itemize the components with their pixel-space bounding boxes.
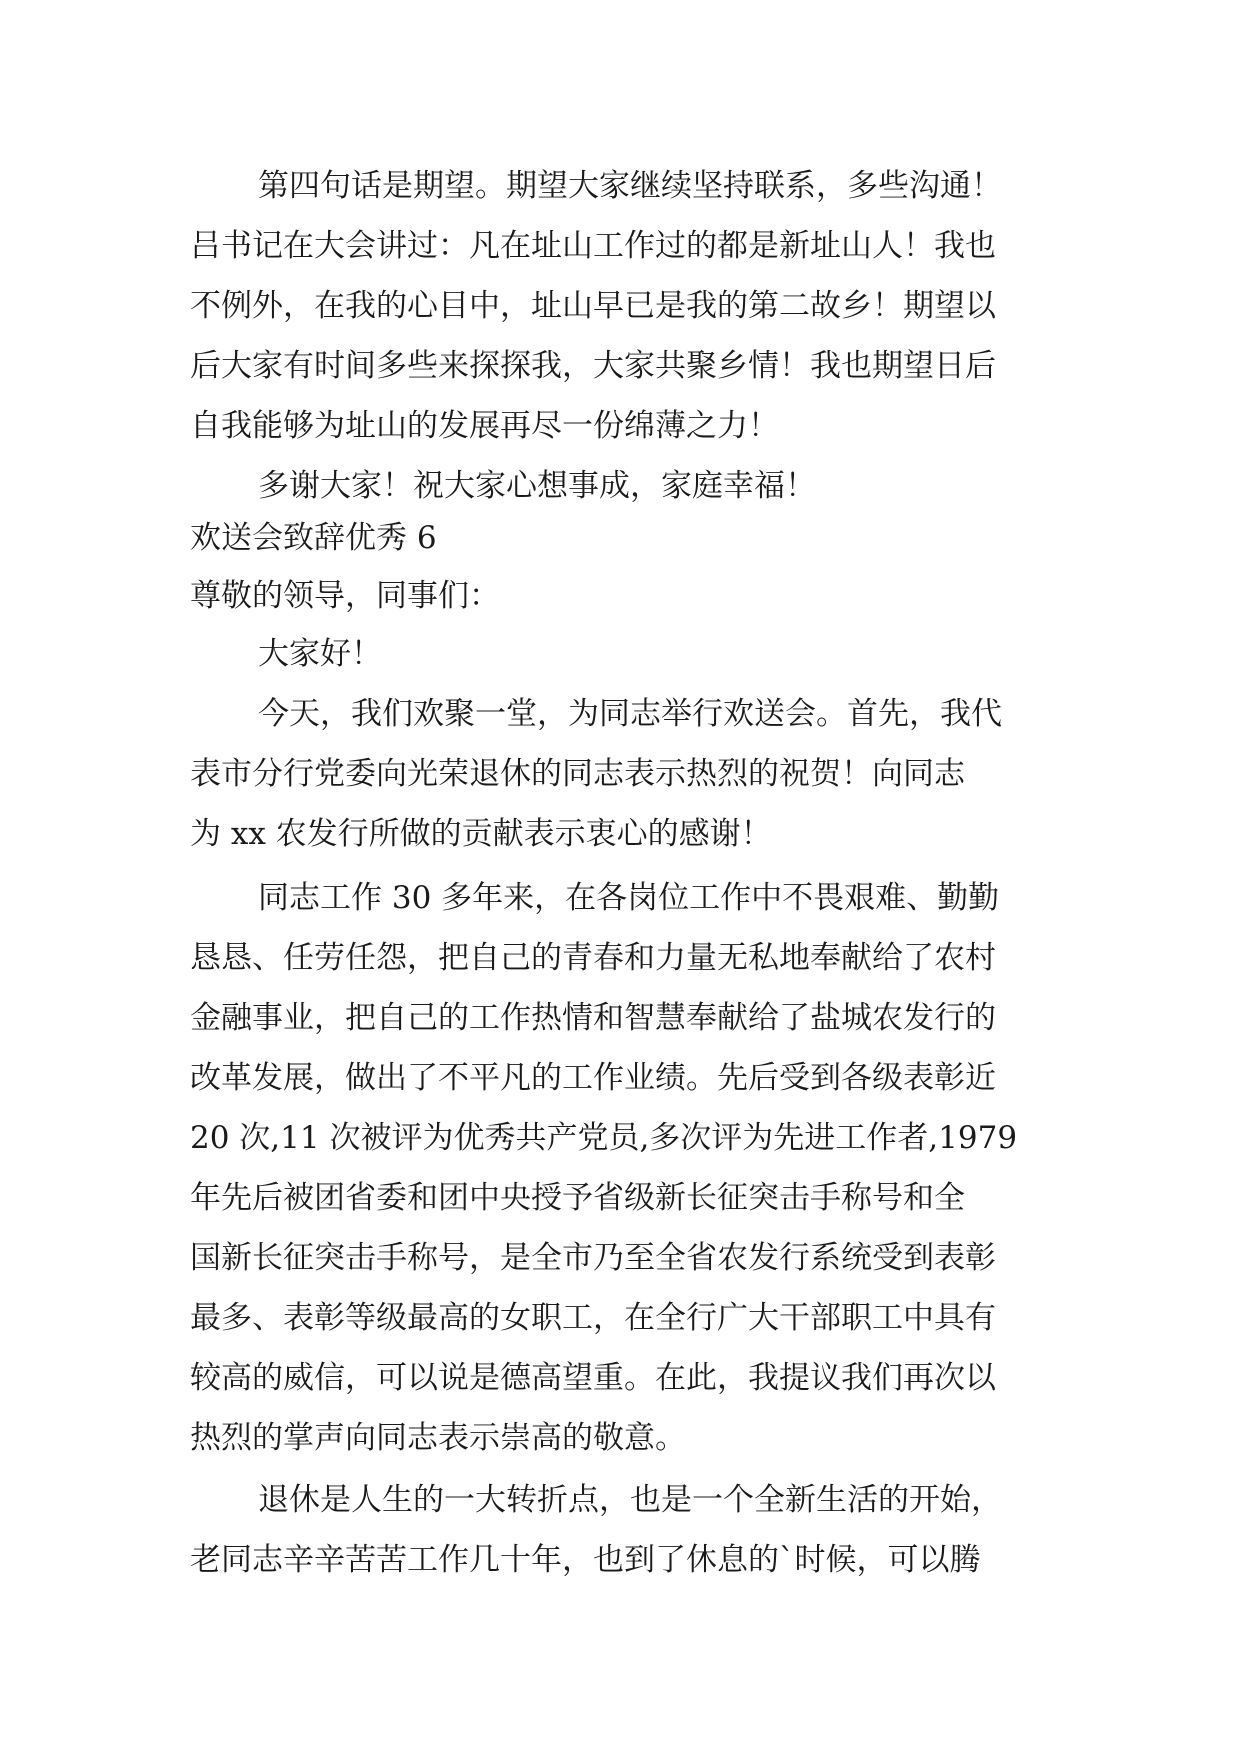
text-line: 今天，我们欢聚一堂，为同志举行欢送会。首先，我代	[258, 696, 1002, 732]
text-line: 金融事业，把自己的工作热情和智慧奉献给了盐城农发行的	[190, 1000, 996, 1036]
text-line: 吕书记在大会讲过：凡在址山工作过的都是新址山人！我也	[190, 228, 996, 264]
section-heading: 欢送会致辞优秀 6	[190, 520, 437, 556]
text-line: 20 次,11 次被评为优秀共产党员,多次评为先进工作者,1979	[190, 1120, 1018, 1156]
text-line: 恳恳、任劳任怨，把自己的青春和力量无私地奉献给了农村	[190, 940, 996, 976]
text-line: 热烈的掌声向同志表示崇高的敬意。	[190, 1420, 686, 1456]
text-line: 自我能够为址山的发展再尽一份绵薄之力！	[190, 408, 779, 444]
text-line: 退休是人生的一大转折点，也是一个全新生活的开始，	[258, 1482, 1002, 1518]
text-line: 多谢大家！祝大家心想事成，家庭幸福！	[258, 468, 816, 504]
text-line: 第四句话是期望。期望大家继续坚持联系，多些沟通！	[258, 168, 1002, 204]
text-line: 同志工作 30 多年来，在各岗位工作中不畏艰难、勤勤	[258, 880, 1000, 916]
text-line: 改革发展，做出了不平凡的工作业绩。先后受到各级表彰近	[190, 1060, 996, 1096]
text-line: 为 xx 农发行所做的贡献表示衷心的感谢！	[190, 816, 772, 852]
text-line: 老同志辛辛苦苦工作几十年，也到了休息的`时候，可以腾	[190, 1542, 981, 1578]
text-line: 后大家有时间多些来探探我，大家共聚乡情！我也期望日后	[190, 348, 996, 384]
text-line: 较高的威信，可以说是德高望重。在此，我提议我们再次以	[190, 1360, 996, 1396]
text-line: 国新长征突击手称号，是全市乃至全省农发行系统受到表彰	[190, 1240, 996, 1276]
text-line: 表市分行党委向光荣退休的同志表示热烈的祝贺！向同志	[190, 756, 965, 792]
text-line: 不例外，在我的心目中，址山早已是我的第二故乡！期望以	[190, 288, 996, 324]
greeting: 大家好！	[258, 636, 382, 672]
text-line: 最多、表彰等级最高的女职工，在全行广大干部职工中具有	[190, 1300, 996, 1336]
salutation: 尊敬的领导，同事们：	[190, 578, 500, 614]
text-line: 年先后被团省委和团中央授予省级新长征突击手称号和全	[190, 1180, 965, 1216]
